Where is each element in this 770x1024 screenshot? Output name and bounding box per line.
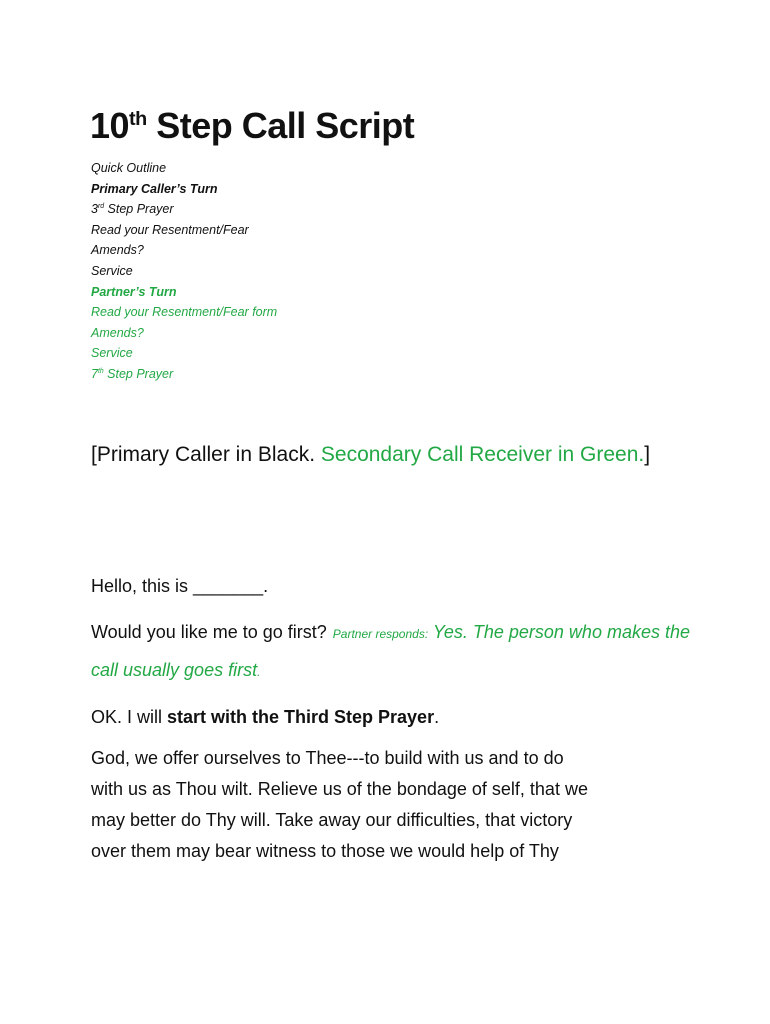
legend-black-part: [Primary Caller in Black. — [91, 443, 321, 466]
legend-green-part: Secondary Call Receiver in Green. — [320, 443, 645, 466]
first-question: Would you like me to go first? — [91, 622, 327, 642]
outline-primary-step-num: 3 — [91, 202, 98, 217]
ok-line — [91, 703, 439, 731]
prayer-line: God, we offer ourselves to Thee---to build with us and to do — [91, 748, 564, 768]
outline-partner-step-num: 7 — [91, 366, 98, 381]
page-title — [90, 104, 414, 148]
outline-partner-heading: Partner’s Turn — [91, 284, 177, 299]
legend-close: ] — [644, 443, 651, 466]
outline-partner-step-rest: Step Prayer — [103, 366, 174, 381]
ok-suffix: . — [434, 707, 440, 727]
color-legend — [91, 432, 691, 477]
outline-primary-service: Service — [91, 263, 133, 278]
outline-partner-amends: Amends? — [91, 325, 144, 340]
first-question-paragraph — [91, 614, 711, 690]
outline-primary-amends: Amends? — [91, 243, 144, 258]
outline-partner-step-prayer — [91, 364, 277, 385]
partner-responds-label: Partner responds: — [332, 627, 429, 641]
title-number: 10 — [90, 105, 130, 146]
outline-primary-heading: Primary Caller’s Turn — [91, 181, 218, 196]
outline-primary-read: Read your Resentment/Fear — [91, 222, 249, 237]
prayer-line: may better do Thy will. Take away our difficulties, that victory — [91, 810, 573, 830]
title-ordinal: th — [129, 108, 147, 130]
outline-partner-read: Read your Resentment/Fear form — [91, 305, 278, 320]
outline-primary-step-prayer — [91, 199, 277, 220]
outline-partner-step-sup: th — [97, 367, 104, 375]
quick-outline — [91, 158, 277, 385]
outline-partner-service: Service — [91, 346, 133, 361]
outline-primary-step-sup: rd — [97, 203, 105, 211]
ok-prefix: OK. I will — [91, 707, 168, 727]
partner-answer-period: . — [257, 665, 261, 679]
prayer-line: with us as Thou wilt. Relieve us of the bondage of self, that we — [91, 779, 588, 799]
outline-heading: Quick Outline — [91, 161, 167, 175]
ok-bold: start with the Third Step Prayer — [167, 707, 435, 727]
third-step-prayer — [91, 743, 691, 867]
outline-primary-step-rest: Step Prayer — [104, 202, 174, 217]
title-text: Step Call Script — [146, 105, 415, 146]
hello-line: Hello, this is _______. — [91, 576, 269, 596]
partner-answer: Yes. The person who makes the call usually goes first — [91, 622, 690, 680]
prayer-line: over them may bear witness to those we would help of Thy — [91, 841, 559, 861]
